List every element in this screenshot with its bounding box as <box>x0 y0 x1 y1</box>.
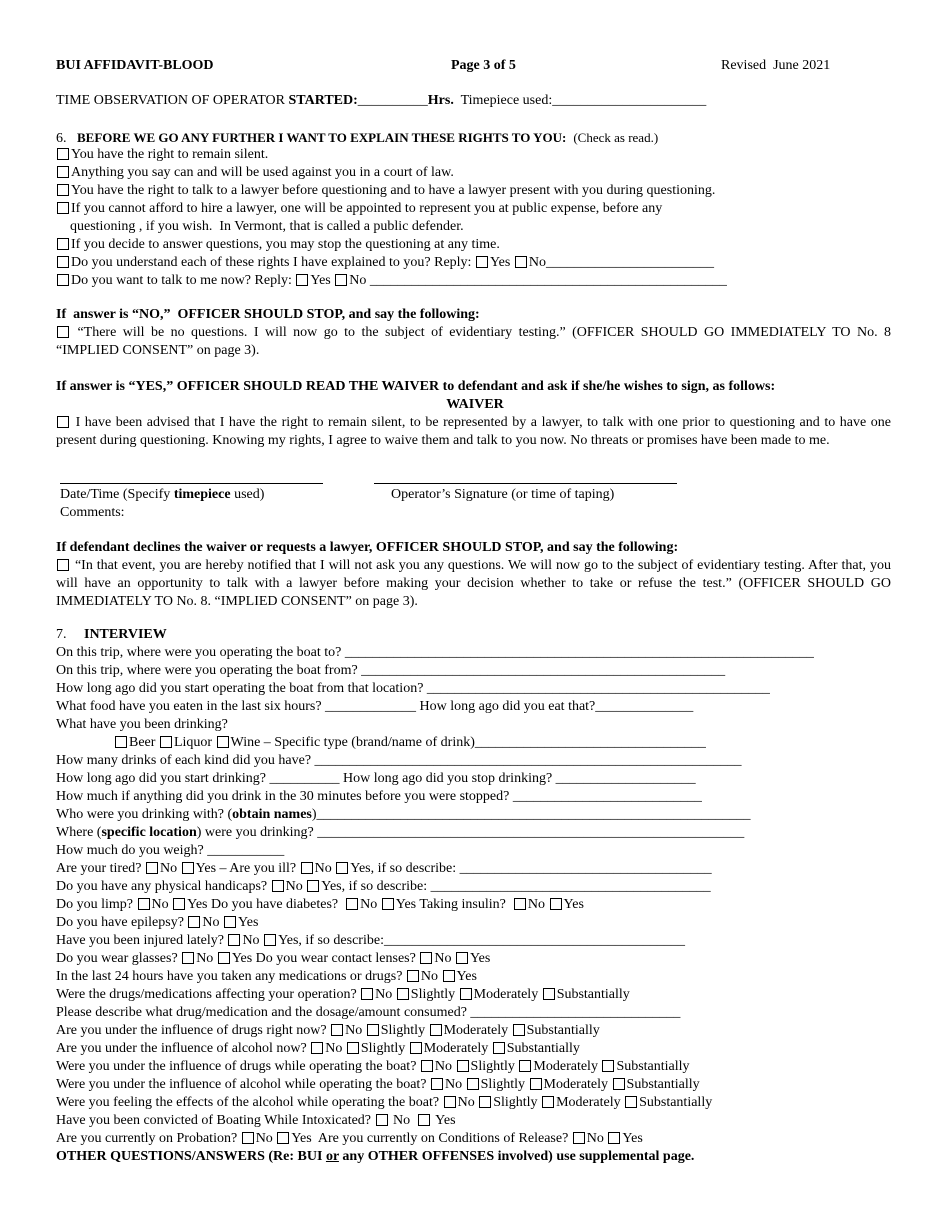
no-checkbox[interactable] <box>346 898 358 910</box>
moderately-checkbox[interactable] <box>542 1096 554 1108</box>
no-checkbox[interactable] <box>515 256 527 268</box>
slightly-checkbox[interactable] <box>397 988 409 1000</box>
q-tired-ill: Are your tired? No Yes – Are you ill? No Yes, if so describe: ____________________________________ <box>56 861 712 876</box>
q-glasses-lenses: Do you wear glasses? No Yes Do you wear contact lenses? No Yes <box>56 951 491 966</box>
q-how-long-start: How long ago did you start operating the boat from that location? _________________________________________________ <box>56 681 770 696</box>
beer-checkbox[interactable] <box>115 736 127 748</box>
waiver-text: I have been advised that I have the right to remain silent, to be represented by a lawyer, to talk with one prior to questioning and to have one present during questioning. Knowing my rights, I agree to waive them and talk to you now. No threats or promises have been made to me. <box>56 415 892 448</box>
no-checkbox[interactable] <box>146 862 158 874</box>
q-drinking-where: Where (specific location) were you drinking? _____________________________________________________________ <box>56 825 745 840</box>
yes-checkbox[interactable] <box>418 1114 430 1126</box>
declines-heading: If defendant declines the waiver or requests a lawyer, OFFICER SHOULD STOP, and say the following: <box>56 540 679 555</box>
yes-checkbox[interactable] <box>296 274 308 286</box>
no-checkbox[interactable] <box>407 970 419 982</box>
q-drinking: What have you been drinking? <box>56 717 228 732</box>
date-time-label: Date/Time (Specify timepiece used) <box>60 487 265 502</box>
other-questions-note: OTHER QUESTIONS/ANSWERS (Re: BUI or any OTHER OFFENSES involved) use supplemental page. <box>56 1149 695 1164</box>
no-checkbox[interactable] <box>420 952 432 964</box>
page-number: Page 3 of 5 <box>451 58 516 73</box>
right-item: You have the right to talk to a lawyer before questioning and to have a lawyer present with you during questioning. <box>56 182 715 199</box>
no-checkbox[interactable] <box>331 1024 343 1036</box>
moderately-checkbox[interactable] <box>430 1024 442 1036</box>
slightly-checkbox[interactable] <box>347 1042 359 1054</box>
no-checkbox[interactable] <box>272 880 284 892</box>
yes-checkbox[interactable] <box>608 1132 620 1144</box>
slightly-checkbox[interactable] <box>457 1060 469 1072</box>
talk-now-question: Do you want to talk to me now? Reply: Yes No ___________________________________________________ <box>56 272 727 289</box>
revision-date: Revised June 2021 <box>721 58 831 73</box>
operator-signature-label: Operator’s Signature (or time of taping) <box>391 487 615 502</box>
form-title: BUI AFFIDAVIT-BLOOD <box>56 58 214 73</box>
no-checkbox[interactable] <box>376 1114 388 1126</box>
q-describe-dosage: Please describe what drug/medication and the dosage/amount consumed? ______________________________ <box>56 1005 681 1020</box>
q-alcohol-boat: Were you under the influence of alcohol while operating the boat? No Slightly Moderately Substantially <box>56 1077 700 1092</box>
right-item: If you cannot afford to hire a lawyer, one will be appointed to represent you at public expense, before any <box>56 200 662 217</box>
date-time-line[interactable] <box>60 483 323 484</box>
no-checkbox[interactable] <box>311 1042 323 1054</box>
slightly-checkbox[interactable] <box>367 1024 379 1036</box>
moderately-checkbox[interactable] <box>410 1042 422 1054</box>
declines-statement: “In that event, you are hereby notified that I will not ask you any questions. We will now go to the subject of evidentiary testing. After that, you will have an opportunity to talk with a lawyer before making your decision whether to take or refuse the test.” (OFFICER SHOULD GO IMMEDIATELY TO No. 8. “IMPLIED CONSENT” on page 3). <box>56 558 891 609</box>
no-checkbox[interactable] <box>228 934 240 946</box>
q-meds-affecting: Were the drugs/medications affecting your operation? No Slightly Moderately Substantially <box>56 987 630 1002</box>
checkbox[interactable] <box>57 184 69 196</box>
slightly-checkbox[interactable] <box>467 1078 479 1090</box>
yes-checkbox[interactable] <box>456 952 468 964</box>
time-observation-line: TIME OBSERVATION OF OPERATOR STARTED:__________Hrs. Timepiece used:______________________ <box>56 93 707 108</box>
checkbox[interactable] <box>57 166 69 178</box>
no-checkbox[interactable] <box>188 916 200 928</box>
yes-checkbox[interactable] <box>218 952 230 964</box>
q-drugs-now: Are you under the influence of drugs right now? No Slightly Moderately Substantially <box>56 1023 600 1038</box>
moderately-checkbox[interactable] <box>519 1060 531 1072</box>
operator-signature-line[interactable] <box>374 483 677 484</box>
q-start-drinking: How long ago did you start drinking? __________ How long ago did you stop drinking? ____________________ <box>56 771 696 786</box>
q-30-minutes: How much if anything did you drink in the 30 minutes before you were stopped? ___________________________ <box>56 789 702 804</box>
rights-heading: 6. BEFORE WE GO ANY FURTHER I WANT TO EXPLAIN THESE RIGHTS TO YOU: (Check as read.) <box>56 130 659 146</box>
no-checkbox[interactable] <box>242 1132 254 1144</box>
checkbox[interactable] <box>57 148 69 160</box>
q-probation-release: Are you currently on Probation? No Yes Are you currently on Conditions of Release? No Yes <box>56 1131 643 1146</box>
no-checkbox[interactable] <box>138 898 150 910</box>
q-food: What food have you eaten in the last six hours? _____________ How long ago did you eat that?______________ <box>56 699 694 714</box>
checkbox[interactable] <box>57 202 69 214</box>
no-checkbox[interactable] <box>573 1132 585 1144</box>
q-handicaps: Do you have any physical handicaps? No Yes, if so describe: ________________________________________ <box>56 879 711 894</box>
checkbox[interactable] <box>57 238 69 250</box>
yes-checkbox[interactable] <box>224 916 236 928</box>
q-operating-from: On this trip, where were you operating the boat from? ____________________________________________________ <box>56 663 726 678</box>
q-drugs-boat: Were you under the influence of drugs while operating the boat? No Slightly Moderately Substantially <box>56 1059 690 1074</box>
substantially-checkbox[interactable] <box>543 988 555 1000</box>
yes-checkbox[interactable] <box>336 862 348 874</box>
checkbox[interactable] <box>57 559 69 571</box>
q-medications: In the last 24 hours have you taken any medications or drugs? No Yes <box>56 969 477 984</box>
q-effects-boat: Were you feeling the effects of the alcohol while operating the boat? No Slightly Moderately Substantially <box>56 1095 713 1110</box>
right-item-continued: questioning , if you wish. In Vermont, that is called a public defender. <box>70 219 464 234</box>
q-limp-diabetes: Do you limp? No Yes Do you have diabetes? No Yes Taking insulin? No Yes <box>56 897 584 912</box>
comments-label: Comments: <box>60 505 125 520</box>
yes-checkbox[interactable] <box>264 934 276 946</box>
right-item: You have the right to remain silent. <box>56 146 268 163</box>
q-operating-to: On this trip, where were you operating the boat to? ___________________________________________________________________ <box>56 645 814 660</box>
substantially-checkbox[interactable] <box>513 1024 525 1036</box>
right-item: If you decide to answer questions, you may stop the questioning at any time. <box>56 236 500 253</box>
q-injured: Have you been injured lately? No Yes, if so describe:___________________________________________ <box>56 933 685 948</box>
q-how-many: How many drinks of each kind did you have? _____________________________________________________________ <box>56 753 742 768</box>
liquor-checkbox[interactable] <box>160 736 172 748</box>
q-drinking-with: Who were you drinking with? (obtain names)______________________________________________________________ <box>56 807 751 822</box>
if-no-statement: “There will be no questions. I will now go to the subject of evidentiary testing.” (OFFICER SHOULD GO IMMEDIATELY TO No. 8 “IMPLIED CONSENT” on page 3). <box>56 325 892 358</box>
checkbox[interactable] <box>57 256 69 268</box>
no-checkbox[interactable] <box>335 274 347 286</box>
understand-rights-question: Do you understand each of these rights I have explained to you? Reply: Yes No________________________ <box>56 254 714 271</box>
substantially-checkbox[interactable] <box>625 1096 637 1108</box>
yes-checkbox[interactable] <box>307 880 319 892</box>
slightly-checkbox[interactable] <box>479 1096 491 1108</box>
no-checkbox[interactable] <box>421 1060 433 1072</box>
waiver-title: WAIVER <box>446 397 504 412</box>
no-checkbox[interactable] <box>301 862 313 874</box>
q-convicted: Have you been convicted of Boating While Intoxicated? No Yes <box>56 1113 456 1128</box>
drink-types: Beer Liquor Wine – Specific type (brand/name of drink)_________________________________ <box>114 734 706 751</box>
moderately-checkbox[interactable] <box>530 1078 542 1090</box>
q-weigh: How much do you weigh? ___________ <box>56 843 285 858</box>
yes-checkbox[interactable] <box>382 898 394 910</box>
q-alcohol-now: Are you under the influence of alcohol now? No Slightly Moderately Substantially <box>56 1041 580 1056</box>
yes-checkbox[interactable] <box>173 898 185 910</box>
no-checkbox[interactable] <box>182 952 194 964</box>
no-checkbox[interactable] <box>361 988 373 1000</box>
if-no-heading: If answer is “NO,” OFFICER SHOULD STOP, and say the following: <box>56 307 480 322</box>
q-epilepsy: Do you have epilepsy? No Yes <box>56 915 259 930</box>
no-checkbox[interactable] <box>444 1096 456 1108</box>
checkbox[interactable] <box>57 274 69 286</box>
no-checkbox[interactable] <box>514 898 526 910</box>
substantially-checkbox[interactable] <box>613 1078 625 1090</box>
yes-checkbox[interactable] <box>476 256 488 268</box>
checkbox[interactable] <box>57 416 69 428</box>
substantially-checkbox[interactable] <box>493 1042 505 1054</box>
moderately-checkbox[interactable] <box>460 988 472 1000</box>
yes-checkbox[interactable] <box>182 862 194 874</box>
yes-checkbox[interactable] <box>443 970 455 982</box>
right-item: Anything you say can and will be used against you in a court of law. <box>56 164 454 181</box>
yes-checkbox[interactable] <box>550 898 562 910</box>
yes-checkbox[interactable] <box>277 1132 289 1144</box>
wine-checkbox[interactable] <box>217 736 229 748</box>
if-yes-heading: If answer is “YES,” OFFICER SHOULD READ THE WAIVER to defendant and ask if she/he wishes to sign, as follows: <box>56 379 776 394</box>
checkbox[interactable] <box>57 326 69 338</box>
substantially-checkbox[interactable] <box>602 1060 614 1072</box>
no-checkbox[interactable] <box>431 1078 443 1090</box>
interview-heading: 7. INTERVIEW <box>56 627 167 642</box>
